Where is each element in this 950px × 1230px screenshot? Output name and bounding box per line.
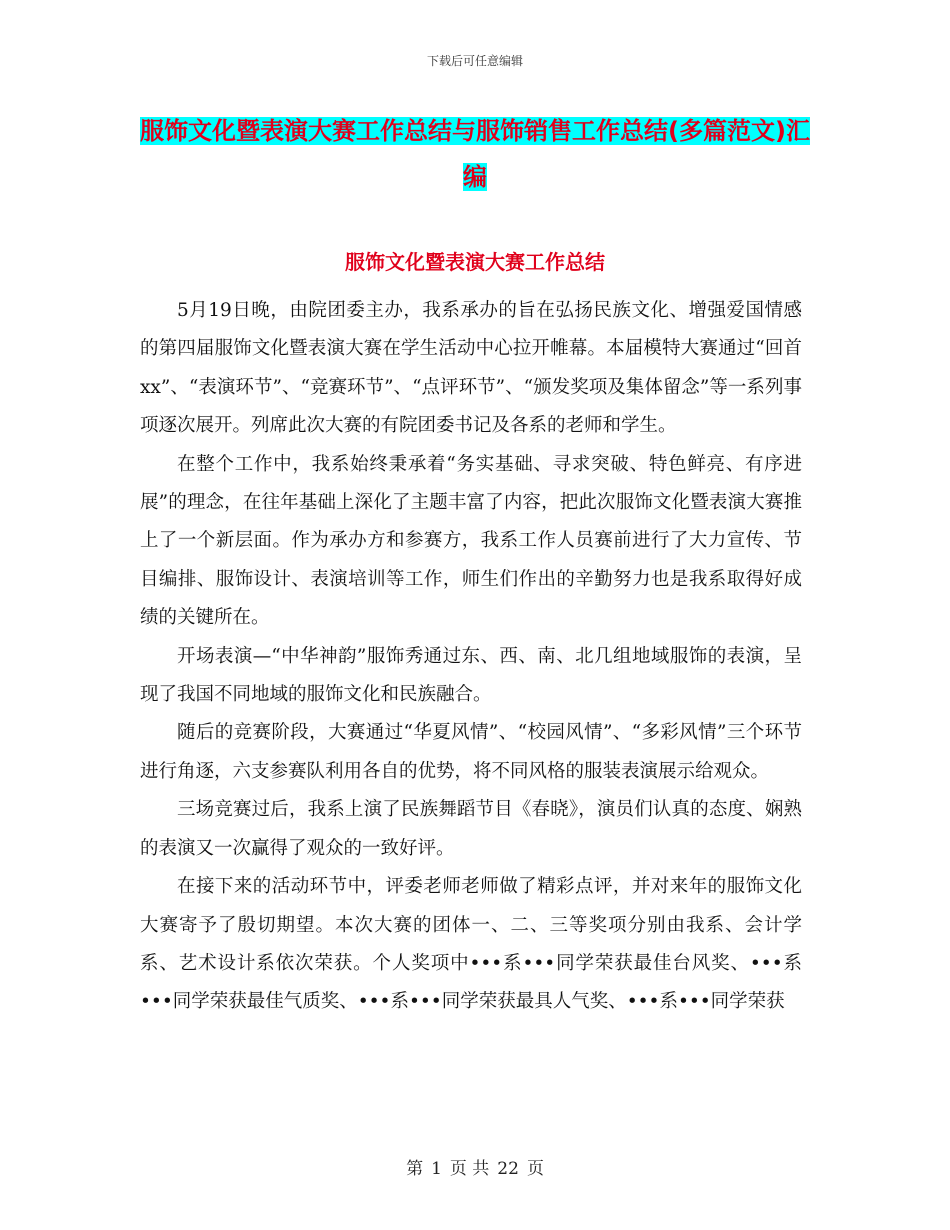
- footer-total-pages: 22: [497, 1159, 519, 1179]
- footer-suffix: 页: [526, 1159, 544, 1179]
- header-note: 下载后可任意编辑: [426, 54, 523, 68]
- paragraph-1: 5月19日晚，由院团委主办，我系承办的旨在弘扬民族文化、增强爱国情感的第四届服饰文化暨表演大赛在学生活动中心拉开帷幕。本届模特大赛通过“回首xx”、“表演环节”、“竞赛环节”、“点评环节”、“颁发奖项及集体留念”等一系列事项逐次展开。列席此次大赛的有院团委书记及各系的老师和学生。: [140, 300, 802, 437]
- page-footer: [0, 1154, 950, 1179]
- paragraph-4: 随后的竞赛阶段，大赛通过“华夏风情”、“校园风情”、“多彩风情”三个环节进行角逐，六支参赛队利用各自的优势，将不同风格的服装表演展示给观众。: [140, 722, 802, 782]
- footer-mid: 页 共: [449, 1159, 490, 1179]
- document-title: [140, 108, 810, 200]
- paragraph-6: 在接下来的活动环节中，评委老师老师做了精彩点评，并对来年的服饰文化大赛寄予了殷切期望。本次大赛的团体一、二、三等奖项分别由我系、会计学系、艺术设计系依次荣获。个人奖项中•••系•••同学荣获最佳台风奖、•••系•••同学荣获最佳气质奖、•••系•••同学荣获最具人气奖、•••系•••同学荣获: [140, 876, 802, 1013]
- document-body: [140, 292, 802, 1107]
- paragraph-5: 三场竞赛过后，我系上演了民族舞蹈节目《春晓》，演员们认真的态度、娴熟的表演又一次赢得了观众的一致好评。: [140, 799, 802, 859]
- footer-page-number: 1: [431, 1159, 442, 1179]
- section-title: 服饰文化暨表演大赛工作总结: [345, 250, 605, 274]
- paragraph-2: 在整个工作中，我系始终秉承着“务实基础、寻求突破、特色鲜亮、有序进展”的理念，在往年基础上深化了主题丰富了内容，把此次服饰文化暨表演大赛推上了一个新层面。作为承办方和参赛方，我系工作人员赛前进行了大力宣传、节目编排、服饰设计、表演培训等工作，师生们作出的辛勤努力也是我系取得好成绩的关键所在。: [140, 453, 802, 629]
- paragraph-3: 开场表演—“中华神韵”服饰秀通过东、西、南、北几组地域服饰的表演，呈现了我国不同地域的服饰文化和民族融合。: [140, 645, 802, 706]
- document-title-text: 服饰文化暨表演大赛工作总结与服饰销售工作总结(多篇范文)汇编: [140, 117, 810, 191]
- footer-prefix: 第: [406, 1159, 424, 1179]
